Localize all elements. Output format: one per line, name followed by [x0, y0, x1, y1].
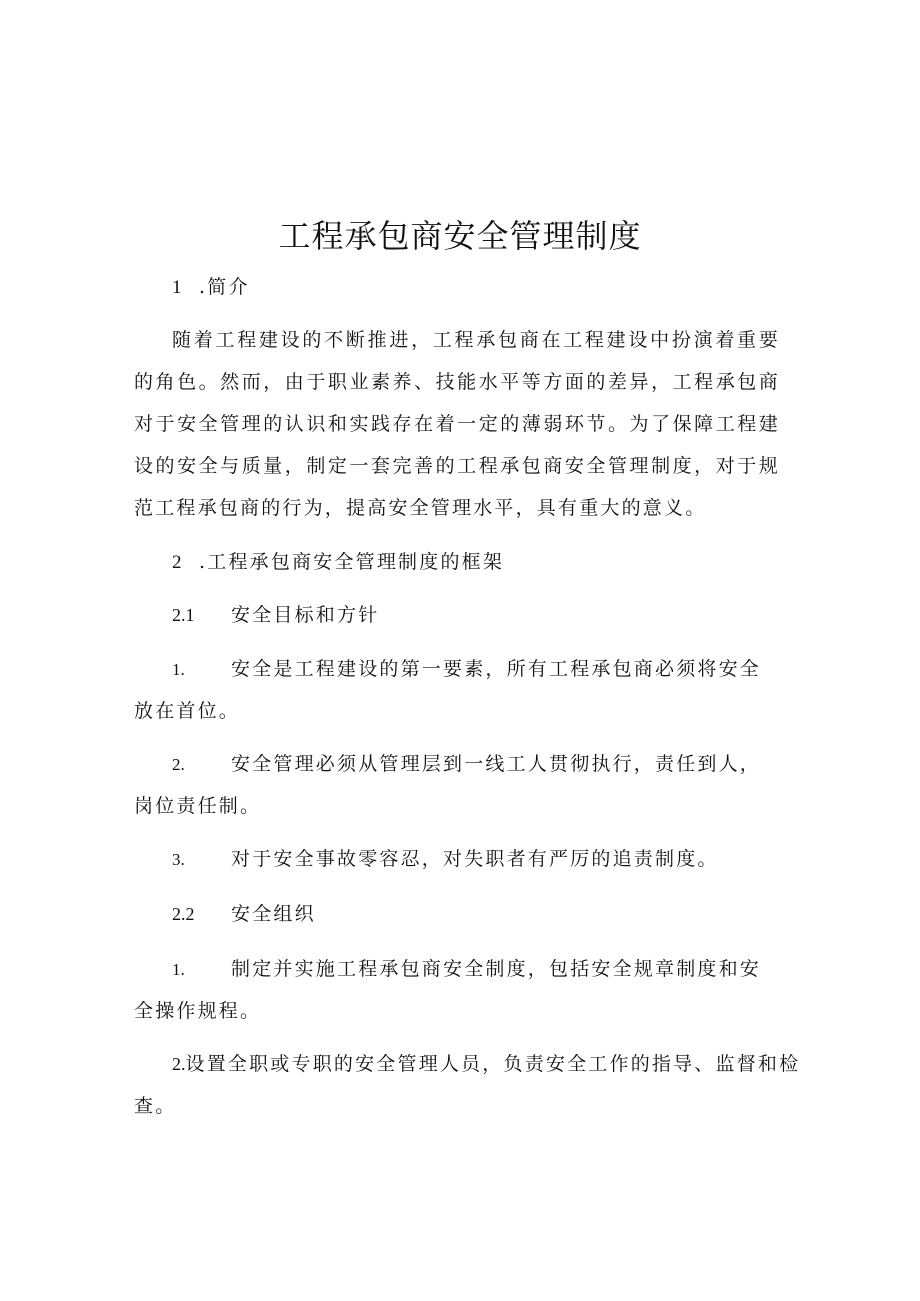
subsection-2-1-heading: [172, 601, 379, 629]
section-2-heading: [172, 548, 504, 577]
subsection-2-2-heading: [172, 900, 316, 928]
list-item-continuation: 放在首位。: [134, 700, 241, 722]
list-number: 3.: [172, 850, 185, 869]
subsection-number: 2.2: [172, 904, 195, 924]
document-title: 工程承包商安全管理制度: [278, 217, 642, 255]
list-item: [172, 1050, 800, 1078]
subsection-title: 安全组织: [231, 903, 316, 925]
subsection-number: 2.1: [172, 605, 195, 625]
list-number: 2.: [172, 1054, 186, 1074]
list-item: [172, 655, 761, 684]
section-title: .工程承包商安全管理制度的框架: [199, 551, 505, 573]
list-text: 安全管理必须从管理层到一线工人贯彻执行，责任到人，: [231, 753, 762, 775]
section-number: 2: [172, 552, 182, 573]
list-text: 安全是工程建设的第一要素，所有工程承包商必须将安全: [231, 658, 762, 680]
list-item: [172, 955, 761, 984]
section-title: .简介: [199, 276, 250, 298]
section-number: 1: [172, 277, 182, 298]
list-item: [172, 845, 719, 874]
list-number: 1.: [172, 960, 185, 979]
list-item: [172, 750, 761, 779]
list-text: 设置全职或专职的安全管理人员，负责安全工作的指导、监督和检: [185, 1053, 801, 1075]
list-number: 1.: [172, 660, 185, 679]
list-item-continuation: 岗位责任制。: [134, 795, 262, 817]
list-text: 制定并实施工程承包商安全制度，包括安全规章制度和安: [231, 958, 762, 980]
list-text: 对于安全事故零容忍，对失职者有严厉的追责制度。: [231, 848, 719, 870]
section-1-heading: [172, 273, 250, 302]
intro-paragraph: 随着工程建设的不断推进，工程承包商在工程建设中扮演着重要的角色。然而，由于职业素养、技能水平等方面的差异，工程承包商对于安全管理的认识和实践存在着一定的薄弱环节。为了保障工程建设的安全与质量，制定一套完善的工程承包商安全管理制度，对于规范工程承包商的行为，提高安全管理水平，具有重大的意义。: [134, 329, 780, 519]
list-item-continuation: 查。: [134, 1095, 177, 1117]
list-number: 2.: [172, 755, 185, 774]
list-item-continuation: 全操作规程。: [134, 1000, 262, 1022]
subsection-title: 安全目标和方针: [231, 604, 380, 626]
